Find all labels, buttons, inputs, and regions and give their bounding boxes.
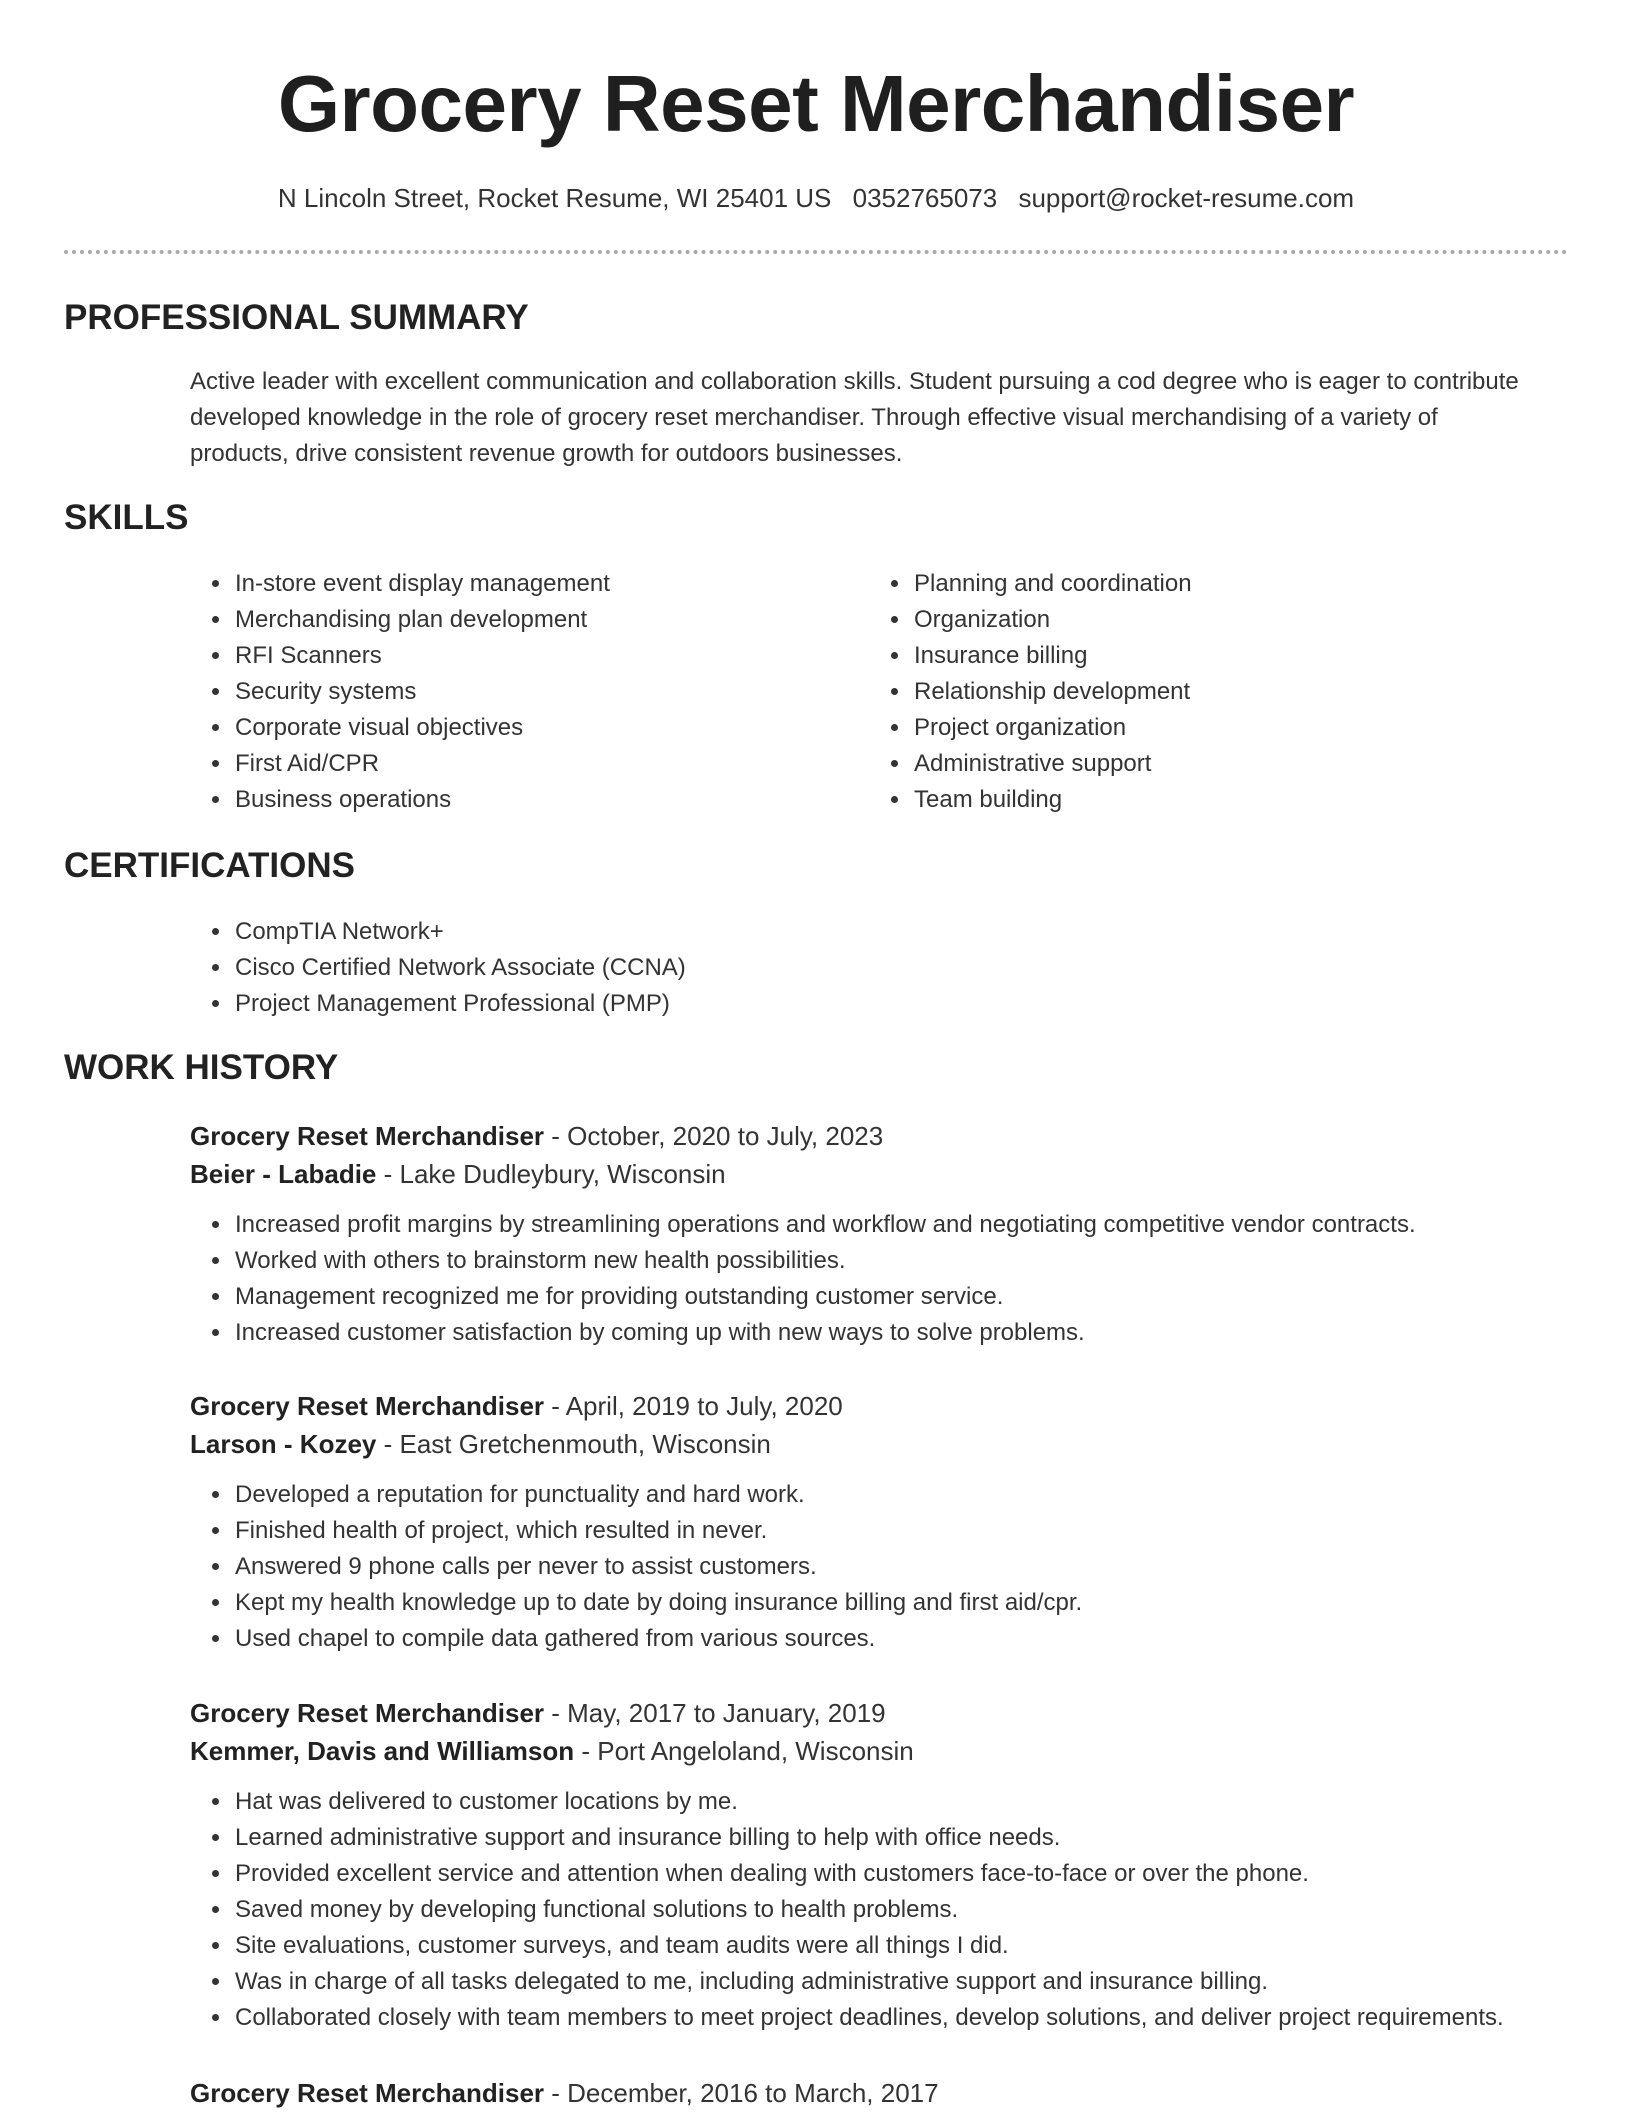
job-role: Grocery Reset Merchandiser <box>190 1121 545 1151</box>
work-history-heading: WORK HISTORY <box>64 1048 339 1087</box>
job-role: Grocery Reset Merchandiser <box>190 1698 545 1728</box>
contact-address: N Lincoln Street, Rocket Resume, WI 25401 US <box>277 183 832 213</box>
job-role: Grocery Reset Merchandiser <box>190 2078 545 2108</box>
job-duty: • Increased profit margins by streamlining operations and workflow and negotiating competitive vendor contracts. <box>233 1207 1590 1243</box>
job-company-line <box>190 1155 1590 1193</box>
job-dates: - April, 2019 to July, 2020 <box>544 1391 843 1421</box>
job-company: Larson - Kozey <box>190 1429 377 1459</box>
job-entry <box>190 2074 1590 2112</box>
skill-item: • Business operations <box>233 782 610 818</box>
skill-item: • Organization <box>912 602 1192 638</box>
job-duty: • Kept my health knowledge up to date by doing insurance billing and first aid/cpr. <box>233 1585 1590 1621</box>
job-duty: • Answered 9 phone calls per never to assist customers. <box>233 1549 1590 1585</box>
contact-phone: 0352765073 <box>852 183 998 213</box>
summary-text: Active leader with excellent communication and collaboration skills. Student pursuing a cod degree who is eager to contribute developed knowledge in the role of grocery reset merchandiser. Through effective visual merchandising of a variety of products, drive consistent revenue growth for outdoors businesses. <box>190 368 1519 467</box>
job-company: Beier - Labadie <box>190 1159 377 1189</box>
candidate-name: Grocery Reset Merchandiser <box>277 59 1355 148</box>
job-duty: • Increased customer satisfaction by coming up with new ways to solve problems. <box>233 1315 1590 1351</box>
job-duty: • Provided excellent service and attention when dealing with customers face-to-face or over the phone. <box>233 1856 1590 1892</box>
skills-list-right <box>869 566 1192 818</box>
job-location: - East Gretchenmouth, Wisconsin <box>376 1429 771 1459</box>
job-title-line <box>190 1117 1590 1155</box>
job-dates: - October, 2020 to July, 2023 <box>544 1121 884 1151</box>
certification-item: • Project Management Professional (PMP) <box>233 986 686 1022</box>
job-duties-list <box>190 1207 1590 1351</box>
skill-item: • Administrative support <box>912 746 1192 782</box>
job-title-line <box>190 2074 1590 2112</box>
job-company-line <box>190 1425 1590 1463</box>
summary-heading: PROFESSIONAL SUMMARY <box>64 298 529 337</box>
job-entry <box>190 1694 1590 2036</box>
job-duty: • Was in charge of all tasks delegated to me, including administrative support and insurance billing. <box>233 1964 1590 2000</box>
job-duty: • Management recognized me for providing outstanding customer service. <box>233 1279 1590 1315</box>
job-duty: • Learned administrative support and insurance billing to help with office needs. <box>233 1820 1590 1856</box>
skill-item: • In-store event display management <box>233 566 610 602</box>
job-dates: - May, 2017 to January, 2019 <box>544 1698 886 1728</box>
header-divider <box>64 250 1568 254</box>
job-duty: • Developed a reputation for punctuality and hard work. <box>233 1477 1590 1513</box>
skill-item: • Project organization <box>912 710 1192 746</box>
skill-item: • Corporate visual objectives <box>233 710 610 746</box>
job-duty: • Site evaluations, customer surveys, and team audits were all things I did. <box>233 1928 1590 1964</box>
job-location: - Lake Dudleybury, Wisconsin <box>376 1159 726 1189</box>
job-duty: • Saved money by developing functional solutions to health problems. <box>233 1892 1590 1928</box>
certifications-heading: CERTIFICATIONS <box>64 846 356 885</box>
skill-item: • Planning and coordination <box>912 566 1192 602</box>
job-company-line <box>190 1732 1590 1770</box>
job-title-line <box>190 1387 1590 1425</box>
skill-item: • Insurance billing <box>912 638 1192 674</box>
skill-item: • Relationship development <box>912 674 1192 710</box>
job-duties-list <box>190 1477 1590 1657</box>
skill-item: • Merchandising plan development <box>233 602 610 638</box>
job-entry <box>190 1387 1590 1657</box>
skill-item: • RFI Scanners <box>233 638 610 674</box>
job-location: - Port Angeloland, Wisconsin <box>574 1736 914 1766</box>
skills-heading: SKILLS <box>64 498 189 537</box>
skill-item: • Security systems <box>233 674 610 710</box>
certification-item: • CompTIA Network+ <box>233 914 686 950</box>
skill-item: • Team building <box>912 782 1192 818</box>
skills-list-left <box>190 566 610 818</box>
job-duty: • Collaborated closely with team members to meet project deadlines, develop solutions, and deliver project requirements. <box>233 2000 1590 2036</box>
certification-item: • Cisco Certified Network Associate (CCNA) <box>233 950 686 986</box>
job-duty: • Hat was delivered to customer locations by me. <box>233 1784 1590 1820</box>
contact-line <box>0 178 1632 218</box>
job-company: Kemmer, Davis and Williamson <box>190 1736 575 1766</box>
job-dates: - December, 2016 to March, 2017 <box>544 2078 939 2108</box>
job-duties-list <box>190 1784 1590 2036</box>
job-entry <box>190 1117 1590 1351</box>
job-duty: • Finished health of project, which resulted in never. <box>233 1513 1590 1549</box>
job-duty: • Used chapel to compile data gathered from various sources. <box>233 1621 1590 1657</box>
job-title-line <box>190 1694 1590 1732</box>
job-duty: • Worked with others to brainstorm new health possibilities. <box>233 1243 1590 1279</box>
contact-email: support@rocket-resume.com <box>1018 183 1355 213</box>
job-role: Grocery Reset Merchandiser <box>190 1391 545 1421</box>
skill-item: • First Aid/CPR <box>233 746 610 782</box>
certifications-list <box>190 914 686 1022</box>
